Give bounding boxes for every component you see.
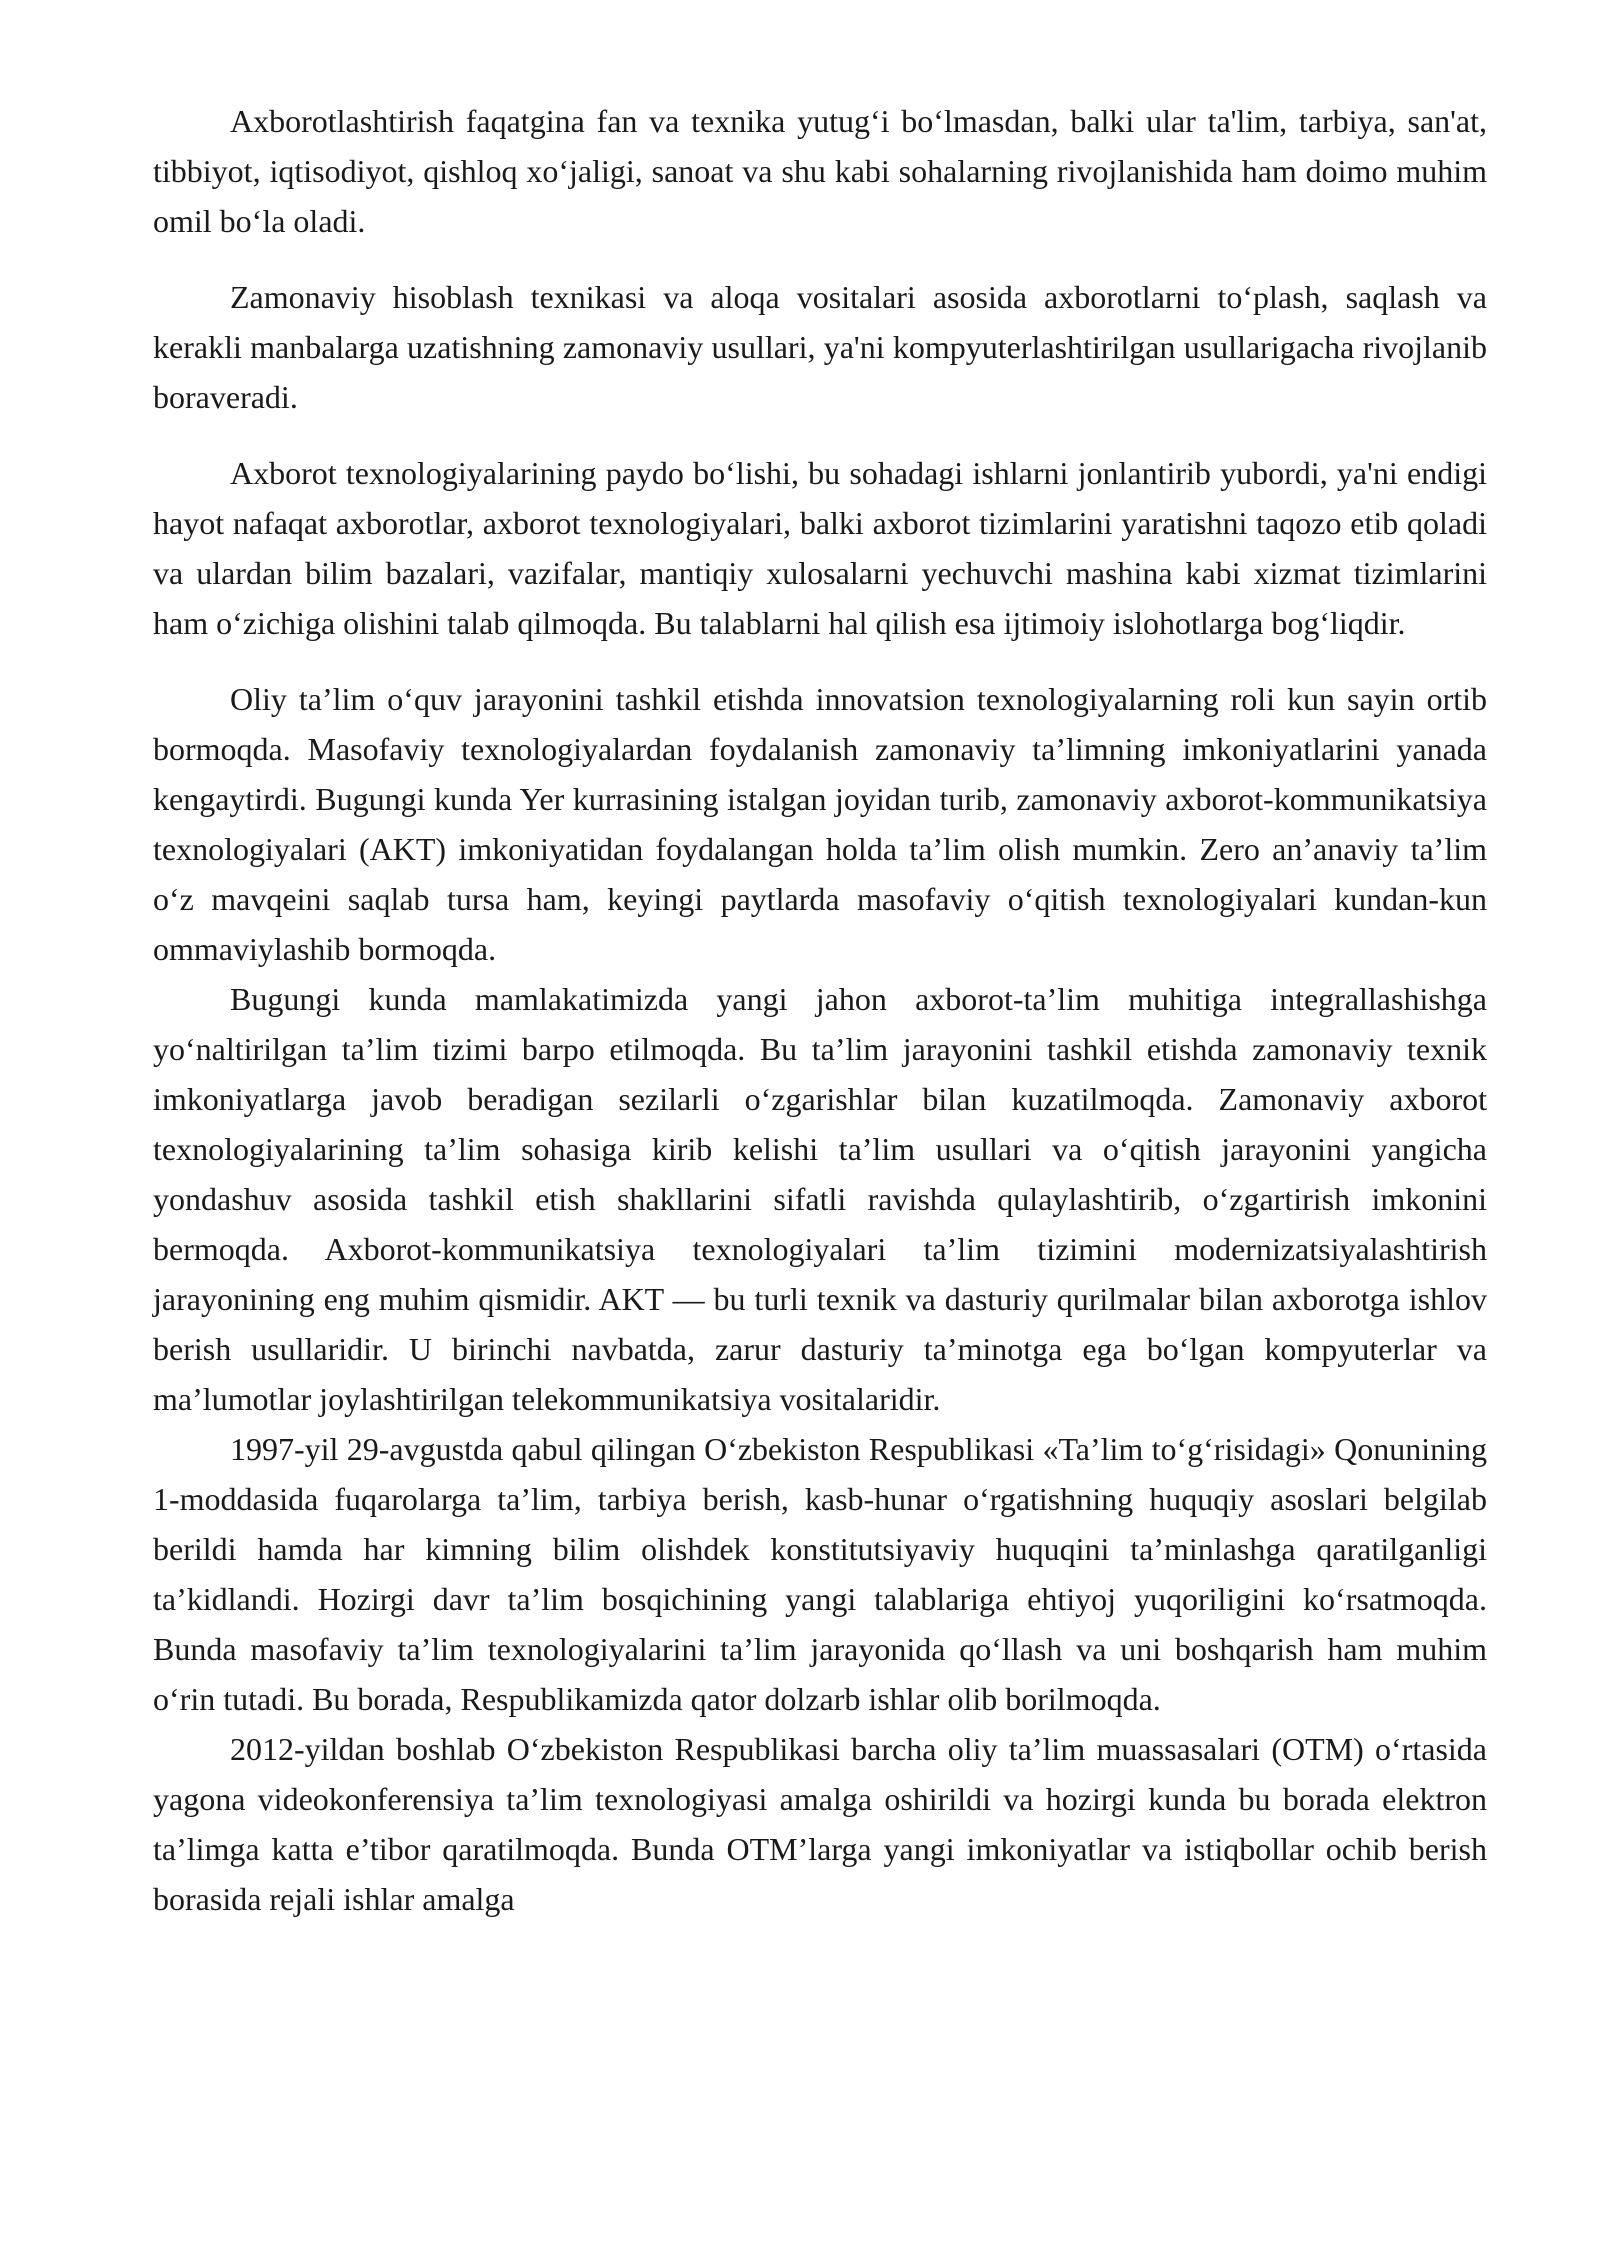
paragraph-information-technologies: Axborot texnologiyalarining paydo bo‘lishi, bu sohadagi ishlarni jonlantirib yubordi, ya'ni endigi hayot nafaqat axborotlar, axborot texnologiyalari, balki axborot tizimlarini yaratishni taqozo etib qoladi va ulardan bilim bazalari, vazifalar, mantiqiy xulosalarni yechuvchi mashina kabi xizmat tizimlarini ham o‘zichiga olishini talab qilmoqda. Bu talablarni hal qilish esa ijtimoiy islohotlarga bog‘liqdir. <box>153 455 1487 641</box>
document-body <box>153 96 1487 1924</box>
paragraph-videoconference: 2012-yildan boshlab O‘zbekiston Respublikasi barcha oliy ta’lim muassasalari (OTM) o‘rtasida yagona videokonferensiya ta’lim texnologiyasi amalga oshirildi va hozirgi kunda bu borada elektron ta’limga katta e’tibor qaratilmoqda. Bunda OTM’larga yangi imkoniyatlar va istiqbollar ochib berish borasida rejali ishlar amalga <box>153 1731 1487 1917</box>
paragraph-education-law: 1997-yil 29-avgustda qabul qilingan O‘zbekiston Respublikasi «Ta’lim to‘g‘risidagi» Qonunining 1-moddasida fuqarolarga ta’lim, tarbiya berish, kasb-hunar o‘rgatishning huquqiy asoslari belgilab berildi hamda har kimning bilim olishdek konstitutsiyaviy huquqini ta’minlashga qaratilganligi ta’kidlandi. Hozirgi davr ta’lim bosqichining yangi talablariga ehtiyoj yuqoriligini ko‘rsatmoqda. Bunda masofaviy ta’lim texnologiyalarini ta’lim jarayonida qo‘llash va uni boshqarish ham muhim o‘rin tutadi. Bu borada, Respublikamizda qator dolzarb ishlar olib borilmoqda. <box>153 1431 1487 1717</box>
paragraph-modern-computing: Zamonaviy hisoblash texnikasi va aloqa vositalari asosida axborotlarni to‘plash, saqlash va kerakli manbalarga uzatishning zamonaviy usullari, ya'ni kompyuterlashtirilgan usullarigacha rivojlanib boraveradi. <box>153 279 1487 415</box>
paragraph-higher-education: Oliy ta’lim o‘quv jarayonini tashkil etishda innovatsion texnologiyalarning roli kun sayin ortib bormoqda. Masofaviy texnologiyalardan foydalanish zamonaviy ta’limning imkoniyatlarini yanada kengaytirdi. Bugungi kunda Yer kurrasining istalgan joyidan turib, zamonaviy axborot-kommunikatsiya texnologiyalari (AKT) imkoniyatidan foydalangan holda ta’lim olish mumkin. Zero an’anaviy ta’lim o‘z mavqeini saqlab tursa ham, keyingi paytlarda masofaviy o‘qitish texnologiyalari kundan-kun ommaviylashib bormoqda. <box>153 681 1487 967</box>
paragraph-national-education-system: Bugungi kunda mamlakatimizda yangi jahon axborot-ta’lim muhitiga integrallashishga yo‘naltirilgan ta’lim tizimi barpo etilmoqda. Bu ta’lim jarayonini tashkil etishda zamonaviy texnik imkoniyatlarga javob beradigan sezilarli o‘zgarishlar bilan kuzatilmoqda. Zamonaviy axborot texnologiyalarining ta’lim sohasiga kirib kelishi ta’lim usullari va o‘qitish jarayonini yangicha yondashuv asosida tashkil etish shakllarini sifatli ravishda qulaylashtirib, o‘zgartirish imkonini bermoqda. Axborot-kommunikatsiya texnologiyalari ta’lim tizimini modernizatsiyalashtirish jarayonining eng muhim qismidir. AKT — bu turli texnik va dasturiy qurilmalar bilan axborotga ishlov berish usullaridir. U birinchi navbatda, zarur dasturiy ta’minotga ega bo‘lgan kompyuterlar va ma’lumotlar joylashtirilgan telekommunikatsiya vositalaridir. <box>153 981 1487 1417</box>
paragraph-informatization: Axborotlashtirish faqatgina fan va texnika yutug‘i bo‘lmasdan, balki ular ta'lim, tarbiya, san'at, tibbiyot, iqtisodiyot, qishloq xo‘jaligi, sanoat va shu kabi sohalarning rivojlanishida ham doimo muhim omil bo‘la oladi. <box>153 103 1487 239</box>
